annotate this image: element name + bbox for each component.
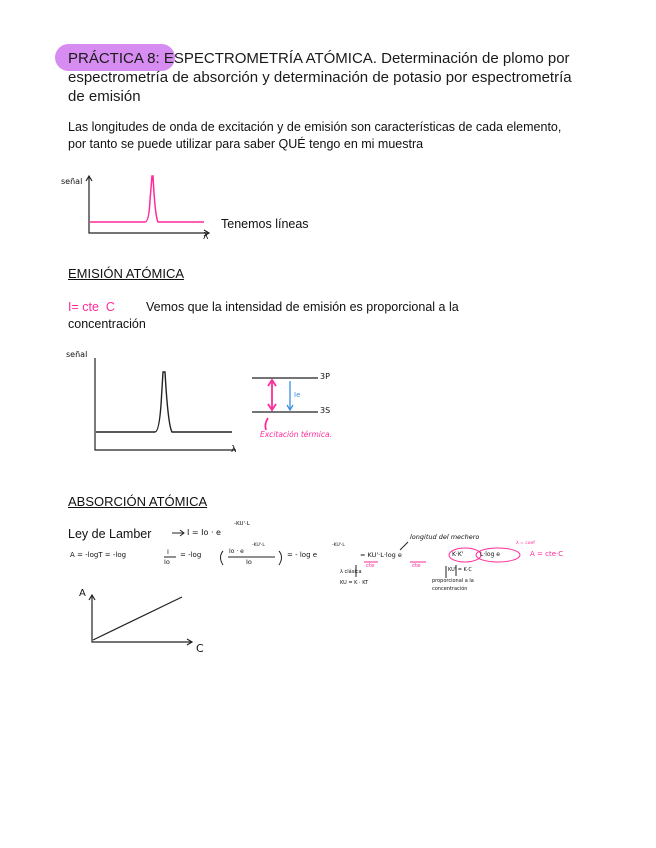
graph-1-ylabel: señal <box>61 177 83 186</box>
note-kcprop: proporcional a la concentración <box>432 578 474 592</box>
formula-top: I = Io · e <box>187 528 221 537</box>
eq-boxed2: L·log e <box>480 551 500 558</box>
title-rest: ESPECTROMETRÍA ATÓMICA. Determinación de plomo por espectrometría de absorción y determinación de potasio por espectrometría de emisión <box>68 50 572 105</box>
ley-lamber: Ley de Lamber <box>68 527 152 541</box>
graph-3-ylabel: A <box>79 588 86 599</box>
eq-c: = - log e <box>287 551 318 559</box>
graph-2-ylabel: señal <box>66 350 88 359</box>
note-longitud: longitud del mechero <box>410 533 480 541</box>
note-cte2: cte <box>412 563 421 569</box>
note-cte1: cte <box>366 563 375 569</box>
graph-1-xlabel: λ <box>203 232 209 242</box>
note-ktimes: KU = K · KT <box>340 580 369 586</box>
graph-3-axes <box>89 595 192 645</box>
title-prefix: PRÁCTICA 8: <box>68 50 160 67</box>
emision-formula: I= cte C <box>68 300 115 314</box>
graph-3-xlabel: C <box>196 642 204 655</box>
frac1-num: I <box>167 548 169 556</box>
frac2-num: Io · e <box>229 548 244 555</box>
emission-arrow-label: Ie <box>294 391 301 399</box>
frac2-num-exp: -KU'·L <box>252 543 265 548</box>
level-upper-label: 3P <box>320 372 330 381</box>
graph-1-caption: Tenemos líneas <box>221 217 309 231</box>
eq-c-exp: -KU'·L <box>332 543 345 548</box>
intro-text: Las longitudes de onda de excitación y de emisión son características de cada elemento, por tanto se puede utilizar para saber QUÉ tengo en mi muestra <box>68 120 562 151</box>
excitation-note: Excitación térmica. <box>260 430 332 439</box>
eq-a: A = -logT = -log <box>70 551 127 559</box>
formula-top-exp: -KU'·L <box>234 521 250 527</box>
absorcion-heading: ABSORCIÓN ATÓMICA <box>68 494 208 509</box>
emision-text: Vemos que la intensidad de emisión es proporcional a la concentración <box>68 300 459 331</box>
eq-result: A = cte·C <box>530 550 564 558</box>
note-lambda: λ clásica <box>340 569 362 575</box>
emision-heading: EMISIÓN ATÓMICA <box>68 266 185 281</box>
note-coef: λ = coef <box>516 541 535 546</box>
frac2-den: Io <box>246 558 252 566</box>
graph-2-xlabel: λ <box>231 445 237 455</box>
frac1-den: Io <box>164 558 170 566</box>
level-lower-label: 3S <box>320 406 331 415</box>
eq-b: = -log <box>180 551 202 559</box>
graph-3-line <box>93 597 182 640</box>
note-kc: KU' = K·C <box>448 567 472 573</box>
eq-boxed1: K·K' <box>452 551 464 558</box>
eq-d: = KU'·L·log e <box>360 551 402 559</box>
